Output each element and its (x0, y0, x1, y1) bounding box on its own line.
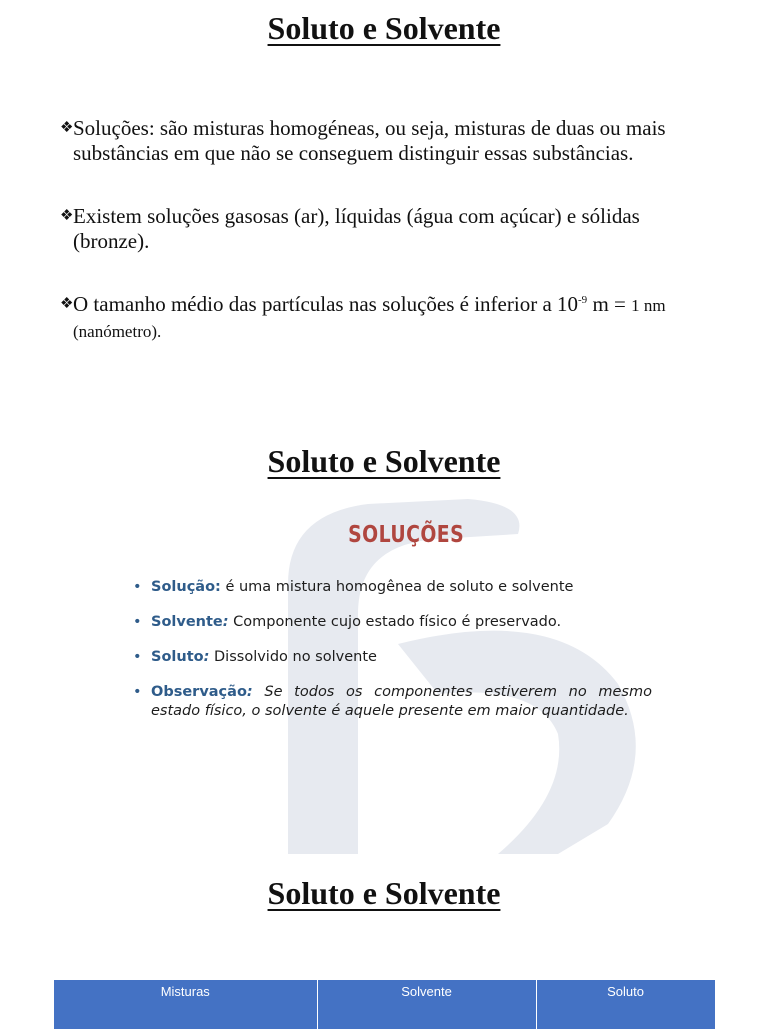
term: Solvente (151, 614, 223, 630)
slide-item-solucao (133, 578, 652, 597)
definition: Dissolvido no solvente (209, 649, 377, 665)
diamond-bullet-icon: ❖ (60, 120, 74, 136)
table-header-row (54, 980, 715, 1029)
header-soluto: Soluto (536, 980, 715, 1029)
page-title-2: Soluto e Solvente (267, 443, 501, 479)
page-title-1: Soluto e Solvente (267, 10, 501, 46)
header-misturas: Misturas (54, 980, 317, 1029)
page-title-3: Soluto e Solvente (267, 875, 501, 911)
bullet-dot-icon: • (133, 579, 142, 595)
term: Soluto (151, 649, 204, 665)
diamond-bullet-icon: ❖ (60, 296, 74, 312)
bullet-text-end: . (157, 322, 162, 341)
definition: Componente cujo estado físico é preservado. (228, 614, 562, 630)
slide-item-solvente (133, 613, 652, 632)
misturas-table (54, 980, 716, 1029)
bullet-text: Existem soluções gasosas (ar), líquidas (água com açúcar) e sólidas (bronze). (73, 204, 640, 253)
definition: é uma mistura homogênea de soluto e solvente (220, 579, 574, 595)
bullet-tamanho-particulas (60, 292, 720, 344)
slide-item-observacao (133, 683, 652, 721)
term-colon: : (203, 649, 210, 665)
exponent: -9 (578, 294, 588, 306)
diamond-bullet-icon: ❖ (60, 208, 74, 224)
bullet-dot-icon: • (133, 614, 142, 630)
term: Observação (151, 684, 247, 700)
bullet-list (60, 116, 720, 344)
bullet-dot-icon: • (133, 684, 142, 700)
term-colon: : (222, 614, 229, 630)
term-colon: : (246, 684, 253, 700)
header-solvente: Solvente (317, 980, 536, 1029)
bullet-tipos-solucoes (60, 204, 720, 254)
slide-heading: SOLUÇÕES (348, 522, 465, 548)
bullet-text-small: 1 nm (nanómetro) (73, 296, 666, 341)
definition: Se todos os componentes estiverem no mesmo estado físico, o solvente é aquele presente em maior quantidade. (151, 684, 652, 719)
bullet-text: Soluções: são misturas homogéneas, ou seja, misturas de duas ou mais substâncias em que não se conseguem distinguir essas substâncias. (73, 116, 666, 165)
bullet-text: O tamanho médio das partículas nas soluções é inferior a 10 (73, 292, 579, 316)
slide-bullet-list (133, 578, 652, 737)
bullet-dot-icon: • (133, 649, 142, 665)
slide-item-soluto (133, 648, 652, 667)
term: Solução: (151, 579, 221, 595)
bullet-text: m = (587, 292, 632, 316)
bullet-solucoes (60, 116, 720, 166)
slide-image (133, 494, 665, 850)
